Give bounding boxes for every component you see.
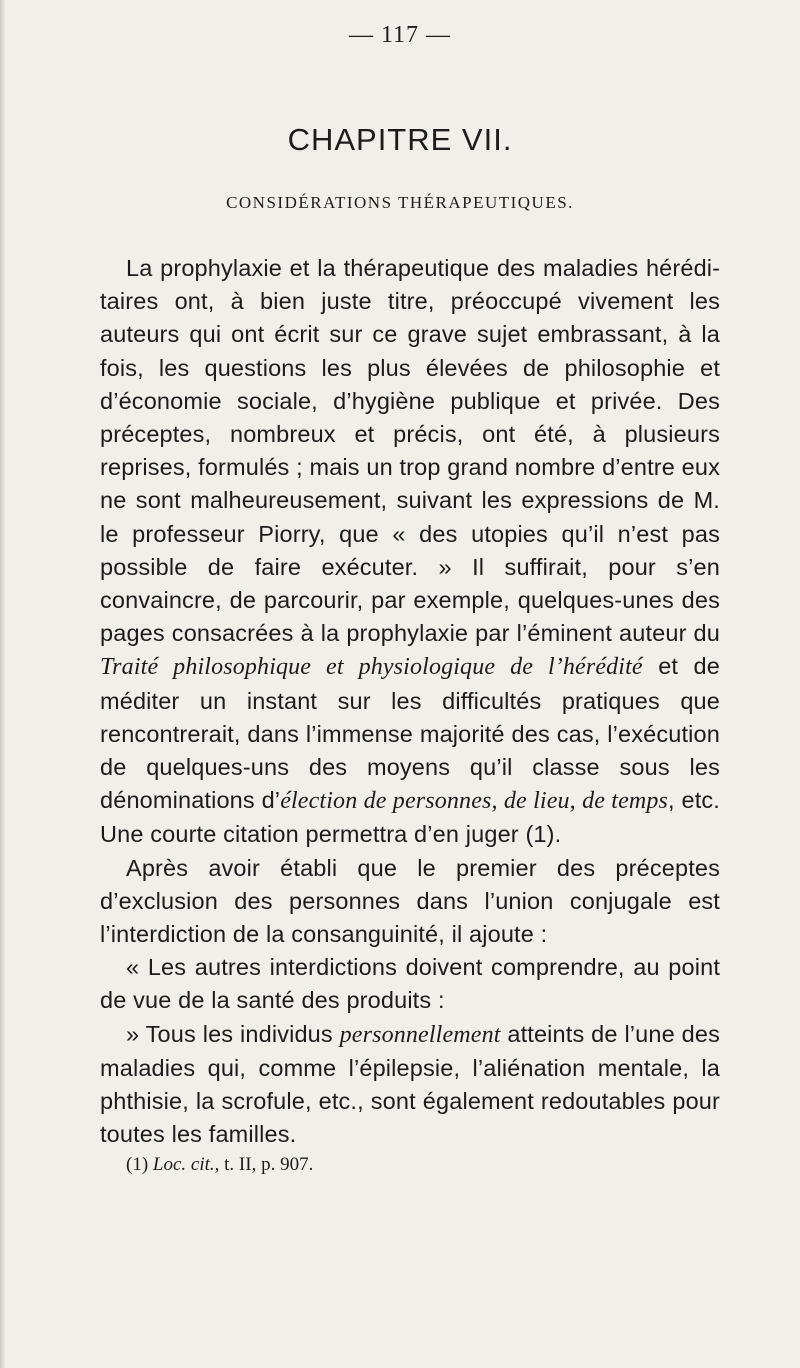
paragraph-4: [100, 1018, 720, 1152]
paragraph-4-text-a: » Tous les individus: [126, 1020, 333, 1047]
paragraph-3: « Les autres interdictions doivent comprendre, au point de vue de la santé des produits :: [100, 954, 720, 1014]
paragraph-2: Après avoir établi que le premier des préceptes d’exclusion des personnes dans l’union conjugale est l’interdiction de la consanguinité, il ajoute :: [100, 854, 720, 948]
footnote-marker: (1): [126, 1154, 149, 1175]
chapter-subtitle: CONSIDÉRATIONS THÉRAPEUTIQUES.: [226, 193, 574, 212]
footnote-citation: Loc. cit.,: [152, 1154, 220, 1175]
paragraph-1: [100, 252, 720, 852]
page-number: — 117 —: [348, 22, 452, 48]
paragraph-4-text-c: atteints de l’une des maladies qui, comme l’épilepsie, l’aliénation mentale, la phthisie, la scrofule, etc., sont également redoutables pour toutes les familles.: [100, 1020, 721, 1148]
paragraph-1-book-title: Traité philosophique et physiologique de l’hérédité: [100, 654, 643, 681]
footnote: [100, 1154, 720, 1176]
chapter-title: CHAPITRE VII.: [287, 122, 513, 157]
paragraph-1-italic-terms: élection de personnes, de lieu, de temps: [280, 788, 669, 815]
paragraph-1-text-e: , etc. Une courte citation permettra d’en juger (1).: [100, 787, 720, 848]
paragraph-4-italic-word: personnellement: [339, 1021, 501, 1048]
footnote-reference: t. II, p. 907.: [224, 1154, 314, 1175]
body-text: [100, 252, 720, 1151]
paragraph-1-text-a: La prophylaxie et la thérapeutique des maladies héréditaires ont, à bien juste titre, préoccupé vivement les auteurs qui ont écrit sur ce grave sujet embrassant, à la fois, les questions les plus élevées de philosophie et d’économie sociale, d’hygiène publique et privée. Des préceptes, nombreux et précis, ont été, à plusieurs reprises, formulés ; mais un trop grand nombre d’entre eux ne sont malheureusement, suivant les expressions de M. le professeur Piorry, que « des utopies qu’il n’est pas possible de faire exécuter. » Il suffirait, pour s’en convaincre, de parcourir, par exemple, quelques-unes des pages consacrées à la prophylaxie par l’éminent auteur du: [100, 255, 720, 647]
paragraph-1-text-c: et de méditer un instant sur les difficultés pratiques que rencontrerait, dans l’immense majorité des cas, l’exécution de quelques-uns des moyens qu’il classe sous les dénominations d’: [100, 653, 720, 814]
